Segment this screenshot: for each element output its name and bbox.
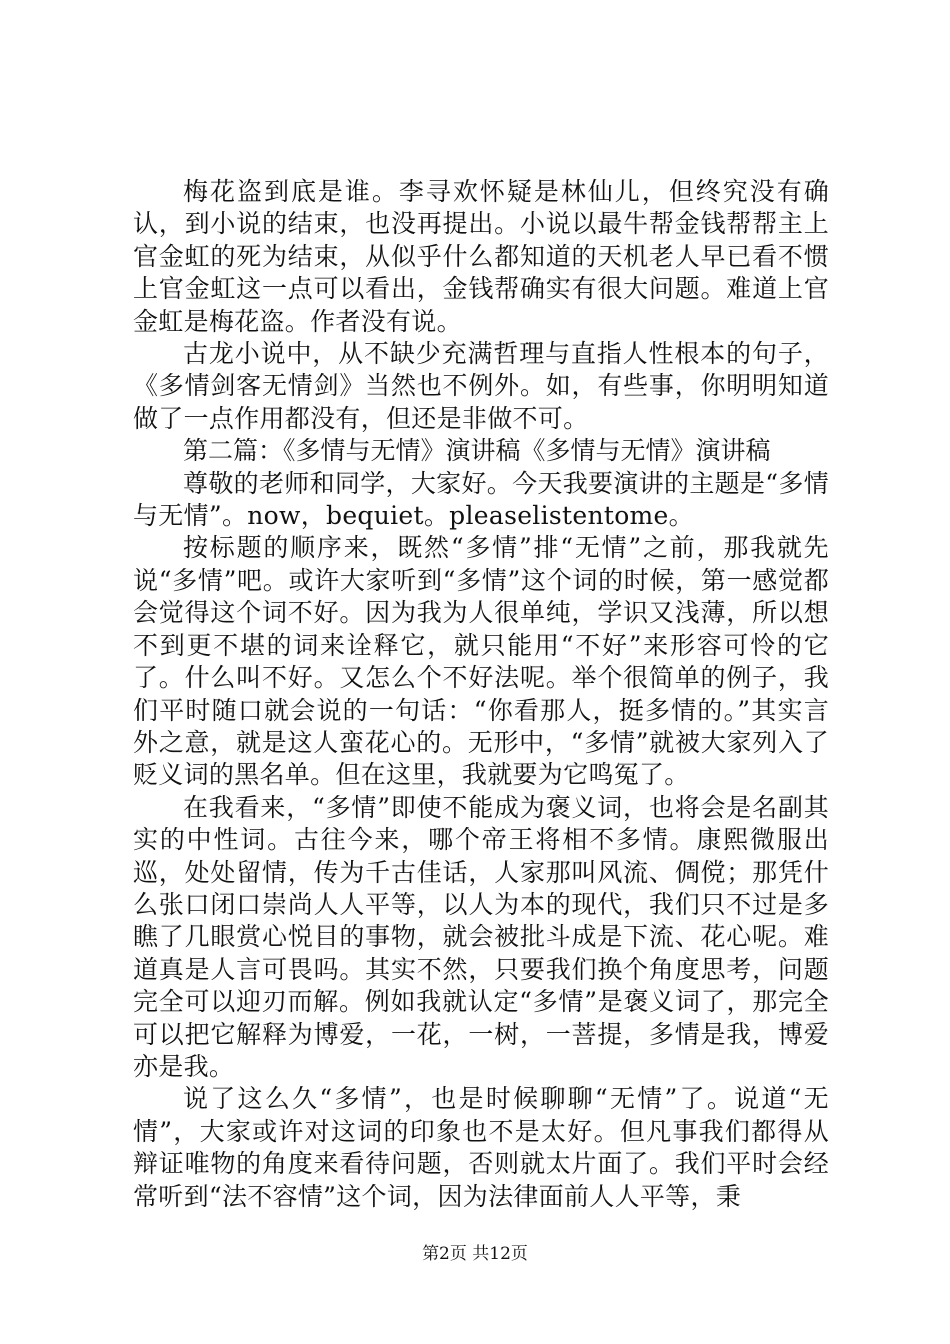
paragraph-duoqing: 按标题的顺序来，既然“多情”排“无情”之前，那我就先说“多情”吧。或许大家听到“多情”这个词的时候，第一感觉都会觉得这个词不好。因为我为人很单纯，学识又浅薄，所以想不到更不堪的词来诠释它，就只能用“不好”来形容可怜的它了。什么叫不好。又怎么个不好法呢。举个很简单的例子，我们平时随口就会说的一句话：“你看那人，挺多情的。”其实言外之意，就是这人蛮花心的。无形中，“多情”就被大家列入了贬义词的黑名单。但在这里，我就要为它鸣冤了。 <box>133 533 829 790</box>
paragraph-greeting: 尊敬的老师和同学，大家好。今天我要演讲的主题是“多情与无情”。now，bequiet。pleaselistentome。 <box>133 468 829 531</box>
paragraph-wuqing: 说了这么久“多情”，也是时候聊聊“无情”了。说道“无情”，大家或许对这词的印象也不是太好。但凡事我们都得从辩证唯物的角度来看待问题，否则就太片面了。我们平时会经常听到“法不容情”这个词，因为法律面前人人平等，秉 <box>133 1084 829 1211</box>
page-number-footer: 第2页 共12页 <box>422 1244 528 1264</box>
paragraph-neutral-word: 在我看来，“多情”即使不能成为褒义词，也将会是名副其实的中性词。古往今来，哪个帝王将相不多情。康熙微服出巡，处处留情，传为千古佳话，人家那叫风流、倜傥；那凭什么张口闭口崇尚人人平等，以人为本的现代，我们只不过是多瞧了几眼赏心悦目的事物，就会被批斗成是下流、花心呢。难道真是人言可畏吗。其实不然，只要我们换个角度思考，问题完全可以迎刃而解。例如我就认定“多情”是褒义词了，那完全可以把它解释为博爱，一花，一树，一菩提，多情是我，博爱亦是我。 <box>133 792 829 1081</box>
paragraph-plum-thief: 梅花盗到底是谁。李寻欢怀疑是林仙儿，但终究没有确认，到小说的结束，也没再提出。小说以最牛帮金钱帮帮主上官金虹的死为结束，从似乎什么都知道的天机老人早已看不惯上官金虹这一点可以看出，金钱帮确实有很大问题。难道上官金虹是梅花盗。作者没有说。 <box>133 177 829 336</box>
section-heading: 第二篇：《多情与无情》演讲稿《多情与无情》演讲稿 <box>183 436 771 466</box>
document-body <box>133 176 829 1213</box>
paragraph-gu-long-quotes: 古龙小说中，从不缺少充满哲理与直指人性根本的句子，《多情剑客无情剑》当然也不例外。如，有些事，你明明知道做了一点作用都没有，但还是非做不可。 <box>133 339 829 433</box>
